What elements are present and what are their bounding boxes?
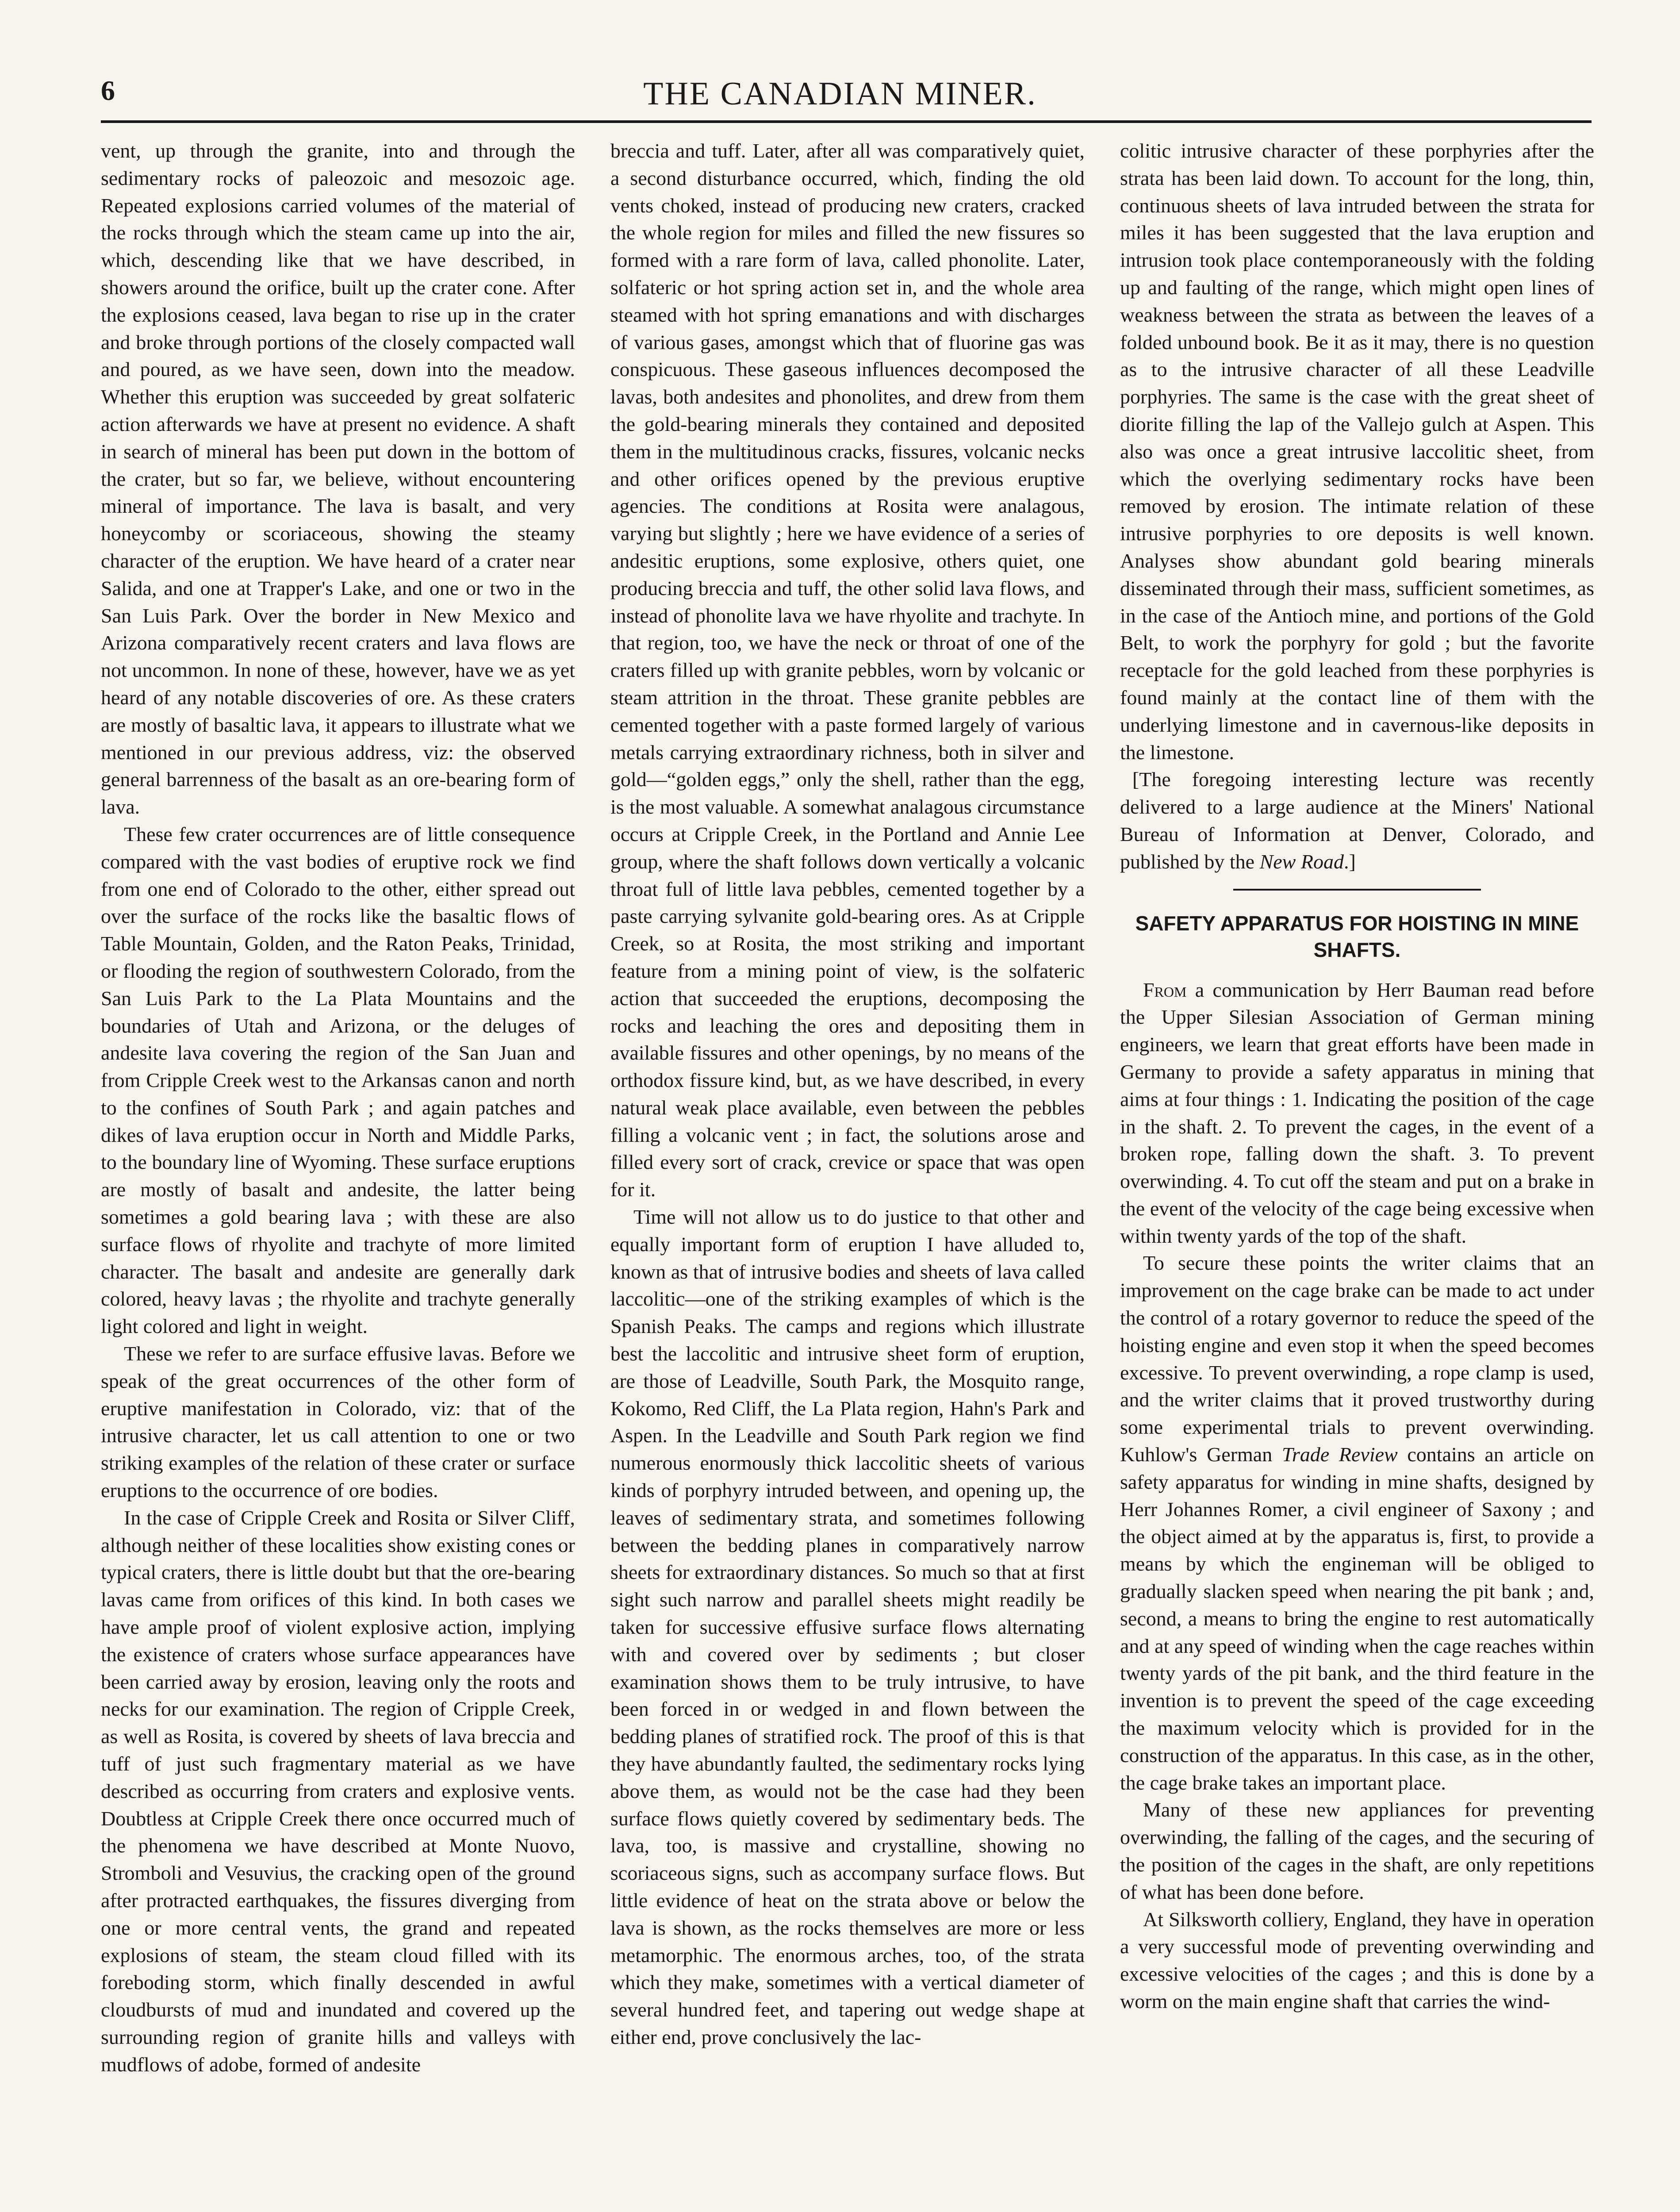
section-divider	[1233, 889, 1481, 891]
article-heading: SAFETY APPARATUS FOR HOISTING IN MINE SHAFTS.	[1135, 911, 1579, 961]
paragraph: Many of these new appliances for preventing overwinding, the falling of the cages, and the securing of the position of the cages in the shaft, are only repetitions of what has been done before.	[1120, 1798, 1594, 1903]
paragraph: At Silksworth colliery, England, they have in operation a very successful mode of preventing overwinding and excessive velocities of the cages ; and this is done by a worm on the main engine shaft that carries the wind-	[1120, 1908, 1594, 2012]
column-1	[101, 137, 575, 2212]
paragraph-text: a communication by Herr Bauman read before the Upper Silesian Association of German mining engineers, we learn that great efforts have been made in Germany to provide a safety apparatus in mining that aims at four things : 1. Indicating the position of the cage in the shaft. 2. To prevent the cages, in the event of a broken rope, falling down the shaft. 3. To prevent overwinding. 4. To cut off the steam and put on a brake in the event of the velocity of the cage being excessive when within twenty yards of the top of the shaft.	[1120, 978, 1594, 1247]
article-columns	[101, 137, 1594, 2212]
running-head: THE CANADIAN MINER.	[643, 76, 1037, 112]
column-2	[610, 137, 1085, 2212]
lead-word: From	[1143, 978, 1187, 1001]
paragraph: These few crater occurrences are of little consequence compared with the vast bodies of eruptive rock we find from one end of Colorado to the other, either spread out over the surface of the rocks like the basaltic flows of Table Mountain, Golden, and the Raton Peaks, Trinidad, or flooding the region of southwestern Colorado, from the San Luis Park to the La Plata Mountains and the boundaries of Utah and Arizona, or the deluges of andesite lava covering the region of the San Juan and from Cripple Creek west to the Arkansas canon and north to the confines of South Park ; and again patches and dikes of lava eruption occur in North and Middle Parks, to the boundary line of Wyoming. These surface eruptions are mostly of basalt and andesite, the latter being sometimes a gold bearing lava ; with these are also surface flows of rhyolite and trachyte of more limited character. The basalt and andesite are generally dark colored, heavy lavas ; the rhyolite and trachyte generally light colored and light in weight.	[101, 822, 575, 1338]
paragraph: breccia and tuff. Later, after all was comparatively quiet, a second disturbance occurred, which, finding the old vents choked, instead of producing new craters, cracked the whole region for miles and filled the new fissures so formed with a rare form of lava, called phonolite. Later, solfateric or hot spring action set in, and the whole area steamed with hot spring emanations and with discharges of various gases, amongst which that of fluorine gas was conspicuous. These gaseous influences decomposed the lavas, both andesites and phonolites, and drew from them the gold-bearing minerals they contained and deposited them in the multitudinous cracks, fissures, volcanic necks and other orifices opened by the previous eruptive agencies. The conditions at Rosita were analagous, varying but slightly ; here we have evidence of a series of andesitic eruptions, some explosive, others quiet, one producing breccia and tuff, the other solid lava flows, and instead of phonolite lava we have rhyolite and trachyte. In that region, too, we have the neck or throat of one of the craters filled up with granite pebbles, worn by volcanic or steam attrition in the throat. These granite pebbles are cemented together with a paste formed largely of various metals carrying extraordinary richness, both in silver and gold—“golden eggs,” only the shell, rather than the egg, is the most valuable. A somewhat analagous circumstance occurs at Cripple Creek, in the Portland and Annie Lee group, where the shaft follows down vertically a volcanic throat full of little lava pebbles, cemented together by a paste carrying sylvanite gold-bearing ores. As at Cripple Creek, so at Rosita, the most striking and important feature from a mining point of view, is the solfateric action that succeeded the eruptions, decomposing the rocks and leaching the ores and depositing them in available fissures and other openings, by no means of the orthodox fissure kind, but, as we have described, in every natural weak place available, even between the pebbles filling a volcanic vent ; in fact, the solutions arose and filled every sort of crack, crevice or space that was open for it.	[610, 139, 1085, 1201]
paragraph	[1120, 1249, 1594, 1796]
paragraph-text: To secure these points the writer claims that an improvement on the cage brake can be made to act under the control of a rotary governor to reduce the speed of the hoisting engine and even stop it when the speed becomes excessive. To prevent overwinding, a rope clamp is used, and the writer claims that it proved trustworthy during some experimental trials to prevent overwinding. Kuhlow's German	[1120, 1252, 1594, 1466]
column-3	[1120, 137, 1594, 2212]
paragraph: colitic intrusive character of these porphyries after the strata has been laid down. To account for the long, thin, continuous sheets of lava intruded between the strata for miles it has been suggested that the lava eruption and intrusion took place contemporaneously with the folding up and faulting of the range, which might open lines of weakness between the strata as between the leaves of a folded unbound book. Be it as it may, there is no question as to the intrusive character of all these Leadville porphyries. The same is the case with the great sheet of diorite filling the lap of the Vallejo gulch at Aspen. This also was once a great intrusive laccolitic sheet, from which the overlying sedimentary rocks have been removed by erosion. The intimate relation of these intrusive porphyries to ore deposits is well known. Analyses show abundant gold bearing minerals disseminated through their mass, sufficient sometimes, as in the case of the Antioch mine, and portions of the Gold Belt, to work the porphyry for gold ; but the favorite receptacle for the gold leached from these porphyries is found mainly at the contact line of them with the underlying limestone and in cavernous-like deposits in the limestone.	[1120, 139, 1594, 764]
editorial-note	[1120, 766, 1594, 875]
paragraph-text: contains an article on safety apparatus for winding in mine shafts, designed by Herr Johannes Romer, a civil engineer of Saxony ; and the object aimed at by the apparatus is, first, to provide a means by which the engineman will be obliged to gradually slacken speed when nearing the pit bank ; and, second, a means to bring the engine to rest automatically and at any speed of winding when the cage reaches within twenty yards of the pit bank, and the third feature in the invention is to prevent the speed of the cage exceeding the maximum velocity which is provided for in the construction of the apparatus. In this case, as in the other, the cage brake takes an important place.	[1120, 1443, 1594, 1794]
editorial-note-end: .]	[1343, 850, 1356, 873]
publication-name: New Road	[1259, 850, 1344, 873]
paragraph	[1120, 976, 1594, 1250]
publication-name: Trade Review	[1281, 1443, 1398, 1466]
editorial-note-text: [The foregoing interesting lecture was recently delivered to a large audience at the Miners' National Bureau of Information at Denver, Colorado, and published by the	[1120, 768, 1594, 873]
paragraph: In the case of Cripple Creek and Rosita or Silver Cliff, although neither of these localities show existing cones or typical craters, there is little doubt but that the ore-bearing lavas came from orifices of this kind. In both cases we have ample proof of violent explosive action, implying the existence of craters whose surface appearances have been carried away by erosion, leaving only the roots and necks for our examination. The region of Cripple Creek, as well as Rosita, is covered by sheets of lava breccia and tuff of just such fragmentary material as we have described as occurring from craters and explosive vents. Doubtless at Cripple Creek there once occurred much of the phenomena we have described at Monte Nuovo, Stromboli and Vesuvius, the cracking open of the ground after protracted earthquakes, the fissures diverging from one or more central vents, the grand and repeated explosions of steam, the steam cloud filled with its foreboding storm, which finally descended in awful cloudbursts of mud and inundated and covered up the surrounding region of granite hills and valleys with mudflows of adobe, formed of andesite	[101, 1506, 575, 2076]
page-number: 6	[101, 75, 115, 106]
paragraph: Time will not allow us to do justice to that other and equally important form of eruption I have alluded to, known as that of intrusive bodies and sheets of lava called laccolitic—one of the striking examples of which is the Spanish Peaks. The camps and regions which illustrate best the laccolitic and intrusive sheet form of eruption, are those of Leadville, South Park, the Mosquito range, Kokomo, Red Cliff, the La Plata region, Hahn's Park and Aspen. In the Leadville and South Park region we find numerous enormously thick laccolitic sheets of various kinds of porphyry intruded between, and opening up, the leaves of sedimentary strata, and sometimes following between the bedding planes in comparatively narrow sheets for extraordinary distances. So much so that at first sight such narrow and parallel sheets might readily be taken for successive effusive surface flows alternating with and covered over by sediments ; but closer examination shows them to be truly intrusive, to have been forced in or wedged in and flown between the bedding planes of stratified rock. The proof of this is that they have abundantly faulted, the sedimentary rocks lying above them, as would not be the case had they been surface flows quietly covered by sedimentary beds. The lava, too, is massive and crystalline, showing no scoriaceous signs, such as accompany surface flows. But little evidence of heat on the strata above or below the lava is shown, as the rocks themselves are more or less metamorphic. The enormous arches, too, of the strata which they make, sometimes with a vertical diameter of several hundred feet, and tapering out wedge shape at either end, prove conclusively the lac-	[610, 1206, 1085, 2048]
paragraph: vent, up through the granite, into and through the sedimentary rocks of paleozoic and mesozoic age. Repeated explosions carried volumes of the material of the rocks through which the steam came up into the air, which, descending like that we have described, in showers around the orifice, built up the crater cone. After the explosions ceased, lava began to rise up in the crater and broke through portions of the closely compacted wall and poured, as we have seen, down into the meadow. Whether this eruption was succeeded by great solfateric action afterwards we have at present no evidence. A shaft in search of mineral has been put down in the bottom of the crater, but so far, we believe, without encountering mineral of importance. The lava is basalt, and very honeycomby or scoriaceous, showing the steamy character of the eruption. We have heard of a crater near Salida, and one at Trapper's Lake, and one or two in the San Luis Park. Over the border in New Mexico and Arizona comparatively recent craters and lava flows are not uncommon. In none of these, however, have we as yet heard of any notable discoveries of ore. As these craters are mostly of basaltic lava, it appears to illustrate what we mentioned in our previous address, viz: the observed general barrenness of the basalt as an ore-bearing form of lava.	[101, 139, 575, 818]
header-rule	[101, 120, 1592, 123]
paragraph: These we refer to are surface effusive lavas. Before we speak of the great occurrences of the other form of eruptive manifestation in Colorado, viz: that of the intrusive character, let us call attention to one or two striking examples of the relation of these crater or surface eruptions to the occurrence of ore bodies.	[101, 1342, 575, 1502]
